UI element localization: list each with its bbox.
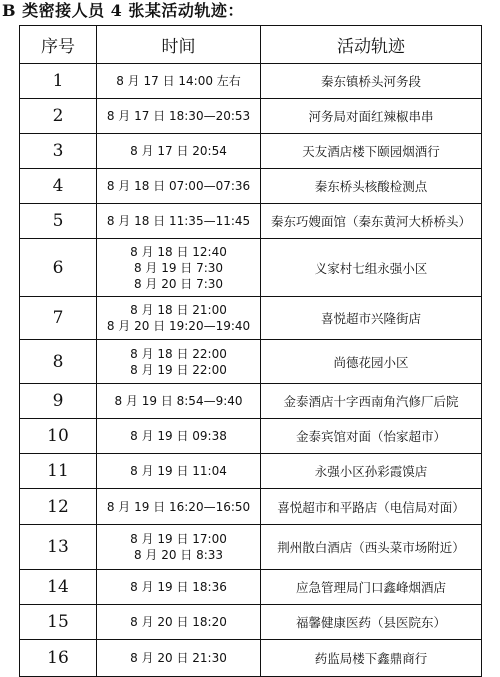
- row-seq-cell: 5: [20, 204, 97, 239]
- row-place-cell: 义家村七组永强小区: [261, 239, 482, 297]
- row-seq-cell: 13: [20, 525, 97, 570]
- time-entry: 8 月 17 日 14:00 左右: [116, 74, 241, 88]
- time-entry: 8 月 19 日 17:00: [130, 532, 227, 546]
- table-row: [20, 99, 482, 134]
- row-seq-cell: 2: [20, 99, 97, 134]
- time-entry: 8 月 20 日 19:20—19:40: [106, 319, 251, 333]
- time-entry: 8 月 18 日 11:35—11:45: [106, 214, 251, 228]
- table-row: [20, 605, 482, 640]
- table-row: [20, 239, 482, 297]
- row-seq-cell: 7: [20, 297, 97, 340]
- table-row: [20, 64, 482, 99]
- column-header-seq: 序号: [20, 26, 97, 64]
- activity-trace-table: [19, 25, 482, 677]
- row-seq-cell: 15: [20, 605, 97, 640]
- row-place-cell: 金泰酒店十字西南角汽修厂后院: [261, 384, 482, 419]
- row-place-cell: 金泰宾馆对面（怡家超市）: [261, 419, 482, 454]
- row-seq-cell: 9: [20, 384, 97, 419]
- time-entry: 8 月 19 日 09:38: [130, 429, 227, 443]
- time-entry: 8 月 20 日 18:20: [130, 615, 227, 629]
- row-place-cell: 秦东巧嫂面馆（秦东黄河大桥桥头）: [261, 204, 482, 239]
- row-place-cell: 福馨健康医药（县医院东）: [261, 605, 482, 640]
- time-entry: 8 月 17 日 18:30—20:53: [106, 109, 251, 123]
- table-header-row: [20, 26, 482, 64]
- row-seq-cell: 14: [20, 570, 97, 605]
- row-place-cell: 秦东镇桥头河务段: [261, 64, 482, 99]
- row-place-cell: 喜悦超市和平路店（电信局对面）: [261, 489, 482, 525]
- column-header-place: 活动轨迹: [261, 26, 482, 64]
- row-place-cell: 天友酒店楼下颐园烟酒行: [261, 134, 482, 169]
- row-time-cell: [97, 454, 261, 489]
- row-seq-cell: 11: [20, 454, 97, 489]
- row-time-cell: [97, 340, 261, 384]
- table-body: [20, 64, 482, 677]
- row-time-cell: [97, 169, 261, 204]
- row-seq-cell: 4: [20, 169, 97, 204]
- table-row: [20, 297, 482, 340]
- table-row: [20, 204, 482, 239]
- row-time-cell: [97, 297, 261, 340]
- time-entry: 8 月 19 日 18:36: [130, 580, 227, 594]
- row-seq-cell: 1: [20, 64, 97, 99]
- table-row: [20, 169, 482, 204]
- row-time-cell: [97, 489, 261, 525]
- row-place-cell: 河务局对面红辣椒串串: [261, 99, 482, 134]
- row-seq-cell: 10: [20, 419, 97, 454]
- table-row: [20, 419, 482, 454]
- time-entry: 8 月 19 日 22:00: [130, 362, 227, 377]
- table-row: [20, 340, 482, 384]
- time-entry: 8 月 20 日 7:30: [133, 276, 224, 291]
- time-entry: 8 月 19 日 7:30: [133, 260, 224, 275]
- row-time-cell: [97, 605, 261, 640]
- time-entry: 8 月 18 日 21:00: [130, 303, 227, 317]
- time-entry: 8 月 20 日 8:33: [133, 548, 224, 562]
- table-row: [20, 134, 482, 169]
- row-seq-cell: 8: [20, 340, 97, 384]
- column-header-time: 时间: [97, 26, 261, 64]
- time-entry: 8 月 18 日 22:00: [130, 346, 227, 361]
- row-place-cell: 秦东桥头核酸检测点: [261, 169, 482, 204]
- time-entry: 8 月 20 日 21:30: [130, 651, 227, 665]
- table-row: [20, 570, 482, 605]
- row-place-cell: 喜悦超市兴隆街店: [261, 297, 482, 340]
- time-entry: 8 月 19 日 8:54—9:40: [114, 394, 243, 408]
- row-time-cell: [97, 640, 261, 677]
- time-entry: 8 月 17 日 20:54: [130, 144, 227, 158]
- row-place-cell: 应急管理局门口鑫峰烟酒店: [261, 570, 482, 605]
- table-row: [20, 384, 482, 419]
- row-time-cell: [97, 570, 261, 605]
- row-time-cell: [97, 384, 261, 419]
- row-place-cell: 永强小区孙彩霞馍店: [261, 454, 482, 489]
- time-entry: 8 月 18 日 07:00—07:36: [106, 179, 251, 193]
- row-place-cell: 荆州散白酒店（西头菜市场附近）: [261, 525, 482, 570]
- row-time-cell: [97, 419, 261, 454]
- row-time-cell: [97, 525, 261, 570]
- table-row: [20, 454, 482, 489]
- row-time-cell: [97, 99, 261, 134]
- row-seq-cell: 16: [20, 640, 97, 677]
- row-place-cell: 药监局楼下鑫鼎商行: [261, 640, 482, 677]
- time-entry: 8 月 19 日 11:04: [130, 464, 227, 478]
- time-entry: 8 月 18 日 12:40: [130, 244, 227, 259]
- time-entry: 8 月 19 日 16:20—16:50: [106, 499, 251, 514]
- row-place-cell: 尚德花园小区: [261, 340, 482, 384]
- row-time-cell: [97, 64, 261, 99]
- row-time-cell: [97, 134, 261, 169]
- document-heading: B 类密接人员 4 张某活动轨迹：: [2, 1, 244, 20]
- table-row: [20, 640, 482, 677]
- table-row: [20, 489, 482, 525]
- row-time-cell: [97, 204, 261, 239]
- row-seq-cell: 3: [20, 134, 97, 169]
- row-seq-cell: 6: [20, 239, 97, 297]
- row-time-cell: [97, 239, 261, 297]
- table-row: [20, 525, 482, 570]
- row-seq-cell: 12: [20, 489, 97, 525]
